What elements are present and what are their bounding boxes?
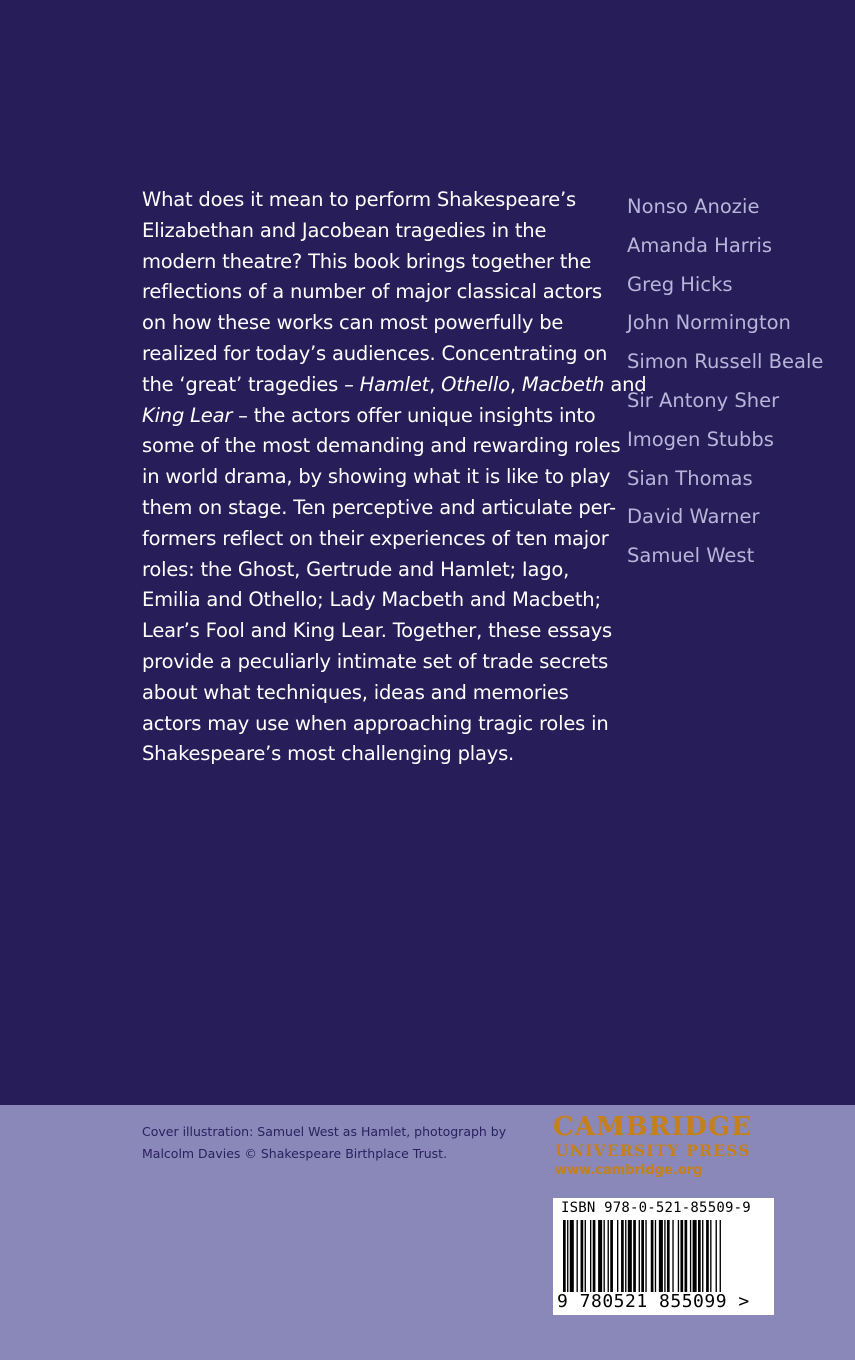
blurb-line: reflections of a number of major classical actors: [142, 280, 602, 304]
barcode-bar: [617, 1220, 618, 1292]
contributor-name: Samuel West: [627, 544, 755, 568]
contributor-name: Amanda Harris: [627, 233, 773, 257]
barcode-bar: [698, 1220, 701, 1292]
barcode-bar: [585, 1220, 586, 1292]
blurb-line: on how these works can most powerfully be: [142, 311, 564, 335]
contributor-name: Simon Russell Beale: [627, 350, 824, 374]
blurb-text: and: [604, 372, 647, 396]
barcode-bar: [608, 1220, 609, 1292]
blurb-line: them on stage. Ten perceptive and articulate per-: [142, 495, 616, 519]
blurb-text: the ‘great’ tragedies –: [142, 372, 360, 396]
barcode-bar: [563, 1220, 566, 1292]
blurb-line: realized for today’s audiences. Concentrating on: [142, 341, 608, 365]
barcode-bar: [693, 1220, 697, 1292]
barcode-bar: [690, 1220, 691, 1292]
contributor-list: [627, 188, 823, 576]
back-cover-blurb: [142, 185, 647, 770]
blurb-line: Shakespeare’s most challenging plays.: [142, 742, 515, 766]
barcode-bar: [604, 1220, 605, 1292]
contributor-name: Imogen Stubbs: [627, 427, 774, 451]
blurb-line: [142, 401, 612, 432]
blurb-line: Elizabethan and Jacobean tragedies in the: [142, 218, 547, 242]
blurb-line: Lear’s Fool and King Lear. Together, these essays: [142, 619, 612, 643]
barcode-bar: [610, 1220, 613, 1292]
blurb-line: actors may use when approaching tragic roles in: [142, 711, 609, 735]
barcode-bar: [639, 1220, 640, 1292]
play-title-macbeth: Macbeth: [521, 372, 605, 396]
barcode-bar: [659, 1220, 663, 1292]
play-title-king-lear: King Lear: [142, 403, 233, 427]
barcode-bar: [598, 1220, 602, 1292]
barcode-bar: [581, 1220, 584, 1292]
barcode-bar: [645, 1220, 646, 1292]
play-title-hamlet: Hamlet: [359, 372, 430, 396]
blurb-text: ,: [509, 372, 522, 396]
blurb-text: – the actors offer unique insights into: [232, 403, 596, 427]
barcode-bar: [702, 1220, 703, 1292]
blurb-line: provide a peculiarly intimate set of trade secrets: [142, 649, 609, 673]
credit-line: Malcolm Davies © Shakespeare Birthplace Trust.: [142, 1146, 448, 1161]
barcode-bar: [706, 1220, 709, 1292]
barcode-bar: [625, 1220, 626, 1292]
barcode-bar: [680, 1220, 683, 1292]
contributor-name: Nonso Anozie: [627, 195, 760, 218]
credit-line: Cover illustration: Samuel West as Hamlet, photograph by: [142, 1124, 507, 1139]
barcode-bar: [577, 1220, 578, 1292]
isbn-barcode: [553, 1198, 774, 1315]
blurb-line: some of the most demanding and rewarding roles: [142, 434, 621, 458]
play-title-othello: Othello: [441, 372, 510, 396]
blurb-line: formers reflect on their experiences of ten major: [142, 526, 609, 550]
barcode-bar: [628, 1220, 632, 1292]
barcode-bar: [655, 1220, 656, 1292]
barcode-bar: [678, 1220, 679, 1292]
contributor-name: John Normington: [627, 311, 791, 335]
publisher-url: www.cambridge.org: [555, 1163, 703, 1178]
ean-digits: 9 780521 855099 >: [557, 1291, 750, 1312]
barcode-bar: [667, 1220, 670, 1292]
blurb-line: Emilia and Othello; Lady Macbeth and Macbeth;: [142, 588, 601, 612]
contributor-name: David Warner: [627, 505, 760, 529]
contributor-name: Greg Hicks: [627, 272, 733, 296]
barcode-bars-icon: [561, 1220, 766, 1292]
barcode-bar: [621, 1220, 624, 1292]
barcode-bar: [685, 1220, 688, 1292]
barcode-bar: [567, 1220, 568, 1292]
barcode-bar: [590, 1220, 591, 1292]
barcode-bar: [720, 1220, 721, 1292]
barcode-bar: [710, 1220, 711, 1292]
blurb-line: in world drama, by showing what it is like to play: [142, 465, 611, 489]
cover-illustration-credit: [142, 1121, 512, 1165]
blurb-line: What does it mean to perform Shakespeare’s: [142, 188, 576, 211]
barcode-bar: [664, 1220, 665, 1292]
barcode-bar: [633, 1220, 636, 1292]
contributor-name: Sir Antony Sher: [627, 388, 780, 412]
barcode-bar: [651, 1220, 654, 1292]
isbn-label: ISBN 978-0-521-85509-9: [561, 1200, 751, 1216]
blurb-line: [142, 370, 647, 401]
blurb-text: ,: [429, 372, 442, 396]
publisher-logo: [553, 1112, 778, 1182]
barcode-bar: [570, 1220, 574, 1292]
blurb-line: modern theatre? This book brings together the: [142, 249, 592, 273]
publisher-subtitle: UNIVERSITY PRESS: [555, 1141, 751, 1160]
contributor-name: Sian Thomas: [627, 466, 753, 490]
barcode-bar: [716, 1220, 717, 1292]
barcode-bar: [641, 1220, 644, 1292]
publisher-name: CAMBRIDGE: [553, 1112, 752, 1142]
barcode-bar: [593, 1220, 596, 1292]
barcode-bar: [672, 1220, 673, 1292]
blurb-line: about what techniques, ideas and memories: [142, 680, 569, 704]
blurb-line: roles: the Ghost, Gertrude and Hamlet; Iago,: [142, 557, 570, 581]
